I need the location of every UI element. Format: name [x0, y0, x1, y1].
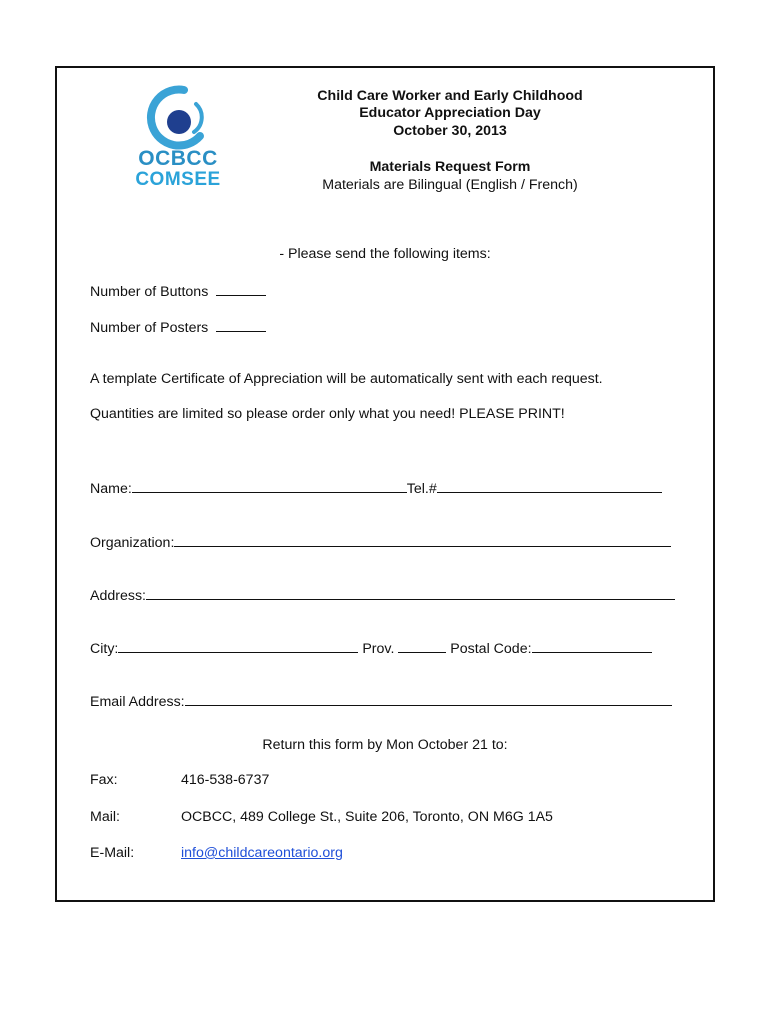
postal-code-field[interactable] — [532, 639, 652, 653]
email-field[interactable] — [185, 692, 672, 706]
name-row — [90, 479, 662, 498]
title-line-2: Educator Appreciation Day — [359, 105, 541, 121]
tel-label: Tel.# — [406, 481, 437, 497]
city-label: City: — [90, 641, 119, 657]
address-field[interactable] — [146, 586, 675, 600]
fax-value: 416-538-6737 — [181, 772, 270, 788]
title-line-1: Child Care Worker and Early Childhood — [317, 88, 583, 104]
address-row — [90, 586, 675, 605]
posters-row — [90, 318, 266, 337]
email-contact-label: E-Mail: — [90, 845, 135, 861]
prov-label: Prov. — [362, 641, 395, 657]
mail-address: OCBCC, 489 College St., Suite 206, Toronto, ON M6G 1A5 — [181, 809, 553, 825]
tel-field[interactable] — [437, 479, 662, 493]
return-heading: Return this form by Mon October 21 to: — [262, 737, 508, 753]
organization-label: Organization: — [90, 535, 175, 551]
buttons-quantity-field[interactable] — [216, 282, 266, 296]
quantities-note: Quantities are limited so please order only what you need! PLEASE PRINT! — [90, 406, 565, 422]
posters-quantity-field[interactable] — [216, 318, 266, 332]
ocbcc-logo — [128, 84, 228, 194]
logo-mark-icon — [128, 84, 228, 152]
event-date: October 30, 2013 — [393, 123, 507, 139]
posters-label: Number of Posters — [90, 320, 209, 336]
fax-label: Fax: — [90, 772, 118, 788]
form-title: Materials Request Form — [369, 159, 531, 175]
postal-code-label: Postal Code: — [450, 641, 532, 657]
buttons-row — [90, 282, 266, 301]
name-label: Name: — [90, 481, 132, 497]
mail-label: Mail: — [90, 809, 120, 825]
bilingual-note: Materials are Bilingual (English / French) — [322, 177, 578, 193]
city-row — [90, 639, 652, 658]
logo-text-comsee: COMSEE — [135, 169, 221, 190]
request-intro: - Please send the following items: — [279, 246, 491, 262]
email-row — [90, 692, 672, 711]
email-contact-link[interactable]: info@childcareontario.org — [181, 845, 343, 861]
city-field[interactable] — [118, 639, 358, 653]
logo-text-ocbcc: OCBCC — [138, 147, 218, 170]
prov-field[interactable] — [398, 639, 446, 653]
organization-field[interactable] — [174, 533, 671, 547]
name-field[interactable] — [132, 479, 407, 493]
address-label: Address: — [90, 588, 146, 604]
buttons-label: Number of Buttons — [90, 284, 209, 300]
organization-row — [90, 533, 671, 552]
certificate-note: A template Certificate of Appreciation will be automatically sent with each request. — [90, 371, 603, 387]
email-label: Email Address: — [90, 694, 185, 710]
